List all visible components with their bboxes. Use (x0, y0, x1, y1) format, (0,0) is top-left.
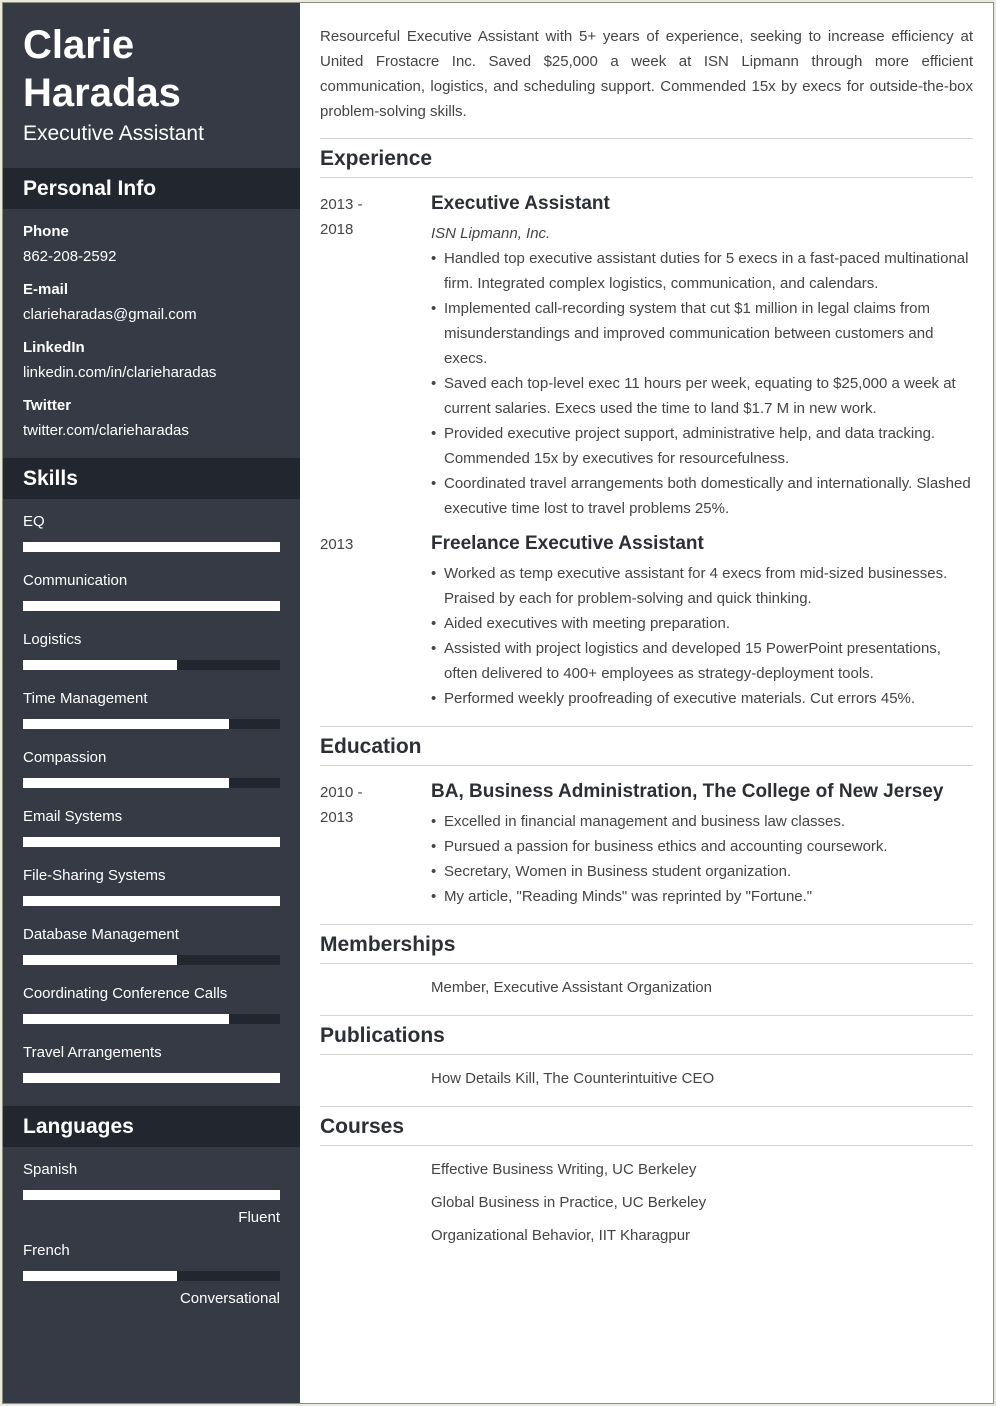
publications-header: Publications (320, 1015, 973, 1055)
publication-item: How Details Kill, The Counterintuitive CEO (431, 1070, 715, 1087)
skill-bar (23, 660, 280, 670)
education-bullet: • Pursued a passion for business ethics and accounting coursework. (431, 834, 973, 859)
job-date-end: 2018 (320, 221, 354, 238)
skill-bar-fill (23, 837, 280, 847)
linkedin-label: LinkedIn (23, 339, 85, 356)
resume-page (2, 2, 994, 1404)
job-bullet: • Worked as temp executive assistant for 4 execs from mid-sized businesses. Praised by each for problem-solving and quick thinking. (431, 561, 973, 611)
skill-bar (23, 1014, 280, 1024)
language-level: Fluent (238, 1209, 280, 1226)
skill-name: Time Management (23, 690, 148, 707)
skill-name: Logistics (23, 631, 82, 648)
language-bar-fill (23, 1190, 280, 1200)
candidate-job-title: Executive Assistant (23, 122, 204, 145)
skill-name: File-Sharing Systems (23, 867, 166, 884)
language-bar-fill (23, 1271, 177, 1281)
job-bullet: • Assisted with project logistics and developed 15 PowerPoint presentations, often delivered to 400+ employees as strategy-deployment tools. (431, 636, 973, 686)
twitter-label: Twitter (23, 397, 72, 414)
phone-label: Phone (23, 223, 69, 240)
education-date-start: 2010 - (320, 784, 363, 801)
skill-bar (23, 837, 280, 847)
linkedin-value: linkedin.com/in/clarieharadas (23, 364, 217, 381)
language-name: Spanish (23, 1161, 78, 1178)
language-bar (23, 1271, 280, 1281)
education-bullet: • Secretary, Women in Business student organization. (431, 859, 973, 884)
personal-info-header: Personal Info (3, 168, 300, 209)
skill-name: Communication (23, 572, 128, 589)
language-level: Conversational (179, 1290, 280, 1307)
job-bullet: • Aided executives with meeting preparation. (431, 611, 973, 636)
skill-bar (23, 1073, 280, 1083)
education-degree: BA, Business Administration, The College of New Jersey (431, 781, 944, 802)
twitter-value: twitter.com/clarieharadas (23, 422, 189, 439)
language-name: French (23, 1242, 70, 1259)
job-bullets (431, 246, 973, 521)
sidebar (3, 3, 300, 1403)
job-bullet: • Implemented call-recording system that cut $1 million in legal claims from misunderstandings and improved communication between customers and execs. (431, 296, 973, 371)
skill-bar-fill (23, 542, 280, 552)
skill-bar (23, 778, 280, 788)
phone-value: 862-208-2592 (23, 248, 117, 265)
skill-bar (23, 601, 280, 611)
job-bullet: • Performed weekly proofreading of executive materials. Cut errors 45%. (431, 686, 973, 711)
skill-bar (23, 542, 280, 552)
summary: Resourceful Executive Assistant with 5+ years of experience, seeking to increase efficiency at United Frostacre Inc. Saved $25,000 a week at ISN Lipmann through more efficient communication, logistics, and scheduling support. Commended 15x by execs for outside-the-box problem-solving skills. (320, 28, 973, 120)
course-item: Global Business in Practice, UC Berkeley (431, 1194, 707, 1211)
skill-bar-fill (23, 601, 280, 611)
skill-bar-fill (23, 719, 229, 729)
skill-name: Coordinating Conference Calls (23, 985, 228, 1002)
job-bullet: • Provided executive project support, administrative help, and data tracking. Commended 15x by executives for resourcefulness. (431, 421, 973, 471)
languages-header: Languages (3, 1106, 300, 1147)
skill-bar-fill (23, 896, 280, 906)
skill-name: EQ (23, 513, 45, 530)
education-bullet: • My article, "Reading Minds" was reprinted by "Fortune." (431, 884, 973, 909)
membership-item: Member, Executive Assistant Organization (431, 979, 712, 996)
skill-name: Travel Arrangements (23, 1044, 162, 1061)
job-title: Executive Assistant (431, 193, 610, 214)
skills-header: Skills (3, 458, 300, 499)
candidate-name: Clarie Haradas (23, 23, 181, 115)
job-title: Freelance Executive Assistant (431, 533, 704, 554)
course-item: Organizational Behavior, IIT Kharagpur (431, 1227, 691, 1244)
experience-header: Experience (320, 138, 973, 178)
job-bullets (431, 561, 973, 711)
skill-bar (23, 955, 280, 965)
education-bullet: • Excelled in financial management and business law classes. (431, 809, 973, 834)
education-bullets (431, 809, 973, 909)
email-label: E-mail (23, 281, 69, 298)
job-date-start: 2013 (320, 536, 354, 553)
job-date-start: 2013 - (320, 196, 363, 213)
skill-bar-fill (23, 1014, 229, 1024)
language-bar (23, 1190, 280, 1200)
course-item: Effective Business Writing, UC Berkeley (431, 1161, 697, 1178)
skill-bar-fill (23, 955, 177, 965)
skill-name: Database Management (23, 926, 179, 943)
courses-header: Courses (320, 1106, 973, 1146)
skill-bar-fill (23, 1073, 280, 1083)
education-date-end: 2013 (320, 809, 354, 826)
skill-bar (23, 896, 280, 906)
job-bullet: • Saved each top-level exec 11 hours per week, equating to $25,000 a week at current salaries. Execs used the time to land $1.7 M in new work. (431, 371, 973, 421)
email-value: clarieharadas@gmail.com (23, 306, 197, 323)
skill-name: Compassion (23, 749, 107, 766)
education-header: Education (320, 726, 973, 766)
memberships-header: Memberships (320, 924, 973, 964)
job-company: ISN Lipmann, Inc. (431, 225, 551, 242)
skill-bar-fill (23, 660, 177, 670)
skill-name: Email Systems (23, 808, 123, 825)
job-bullet: • Handled top executive assistant duties for 5 execs in a fast-paced multinational firm. Integrated complex logistics, communication, and calendars. (431, 246, 973, 296)
skill-bar (23, 719, 280, 729)
job-bullet: • Coordinated travel arrangements both domestically and internationally. Slashed executive time lost to travel problems 25%. (431, 471, 973, 521)
skill-bar-fill (23, 778, 229, 788)
